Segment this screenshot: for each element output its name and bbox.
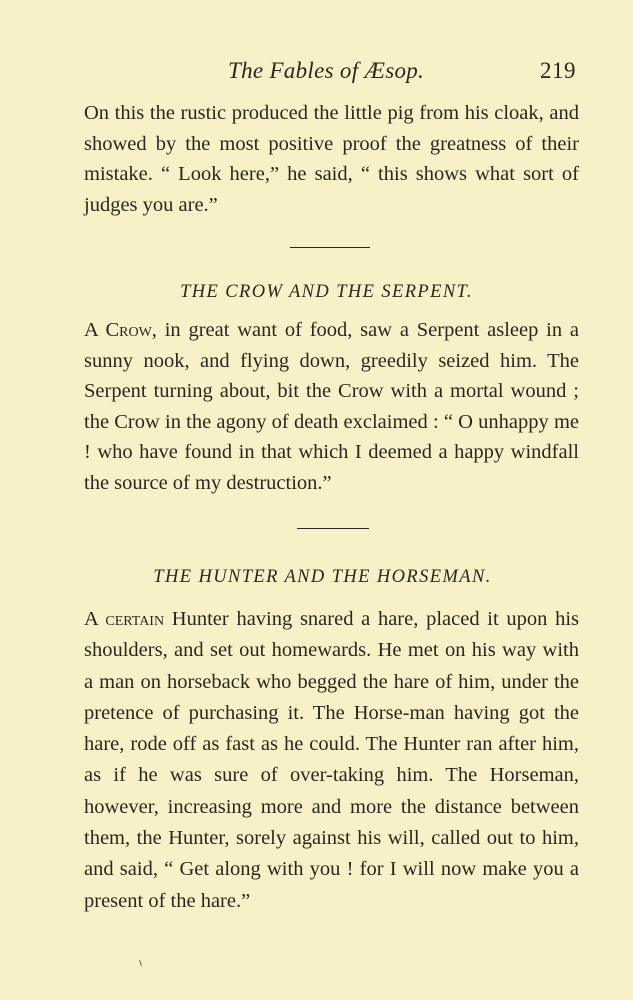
story-text: Hunter having snared a hare, placed it upon his shoulders, and set out homewards. He met on his way with a man on horseback who begged the hare of him, under the pretence of purchasing it. The Horse-man having got the hare, rode off as fast as he could. The Hunter ran after him, as if he was sure of over-taking him. The Horseman, however, increasing more and more the distance between them, the Hunter, sorely against his will, called out to him, and said, “ Get along with you ! for I will now make you a present of the hare.” bbox=[84, 608, 580, 912]
story-text: in great want of food, saw a Serpent asleep in a sunny nook, and flying down, greedily seized him. The Serpent turning about, bit the Crow with a mortal wound ; the Crow in the agony of death exclaimed : “ O unhappy me ! who have found in that which I deemed a happy windfall the source of my destruction.” bbox=[84, 319, 579, 494]
page-number: 219 bbox=[540, 58, 576, 83]
running-header bbox=[0, 58, 633, 92]
section-divider bbox=[297, 528, 369, 529]
intro-paragraph: On this the rustic produced the little pig from his cloak, and showed by the most positive proof the greatness of their mistake. “ Look here,” he said, “ this shows what sort of judges you are.” bbox=[84, 102, 579, 216]
story-hunter-horseman bbox=[84, 604, 579, 917]
intro-paragraph-block bbox=[84, 98, 579, 220]
story-first-word: A Crow, bbox=[84, 319, 157, 341]
section-divider bbox=[290, 247, 370, 248]
story-title-crow-serpent: THE CROW AND THE SERPENT. bbox=[180, 282, 473, 302]
story-first-word: A certain bbox=[84, 608, 165, 630]
story-crow-serpent bbox=[84, 315, 579, 499]
printing-mark bbox=[139, 960, 142, 966]
story-paragraph bbox=[84, 604, 579, 917]
running-title: The Fables of Æsop. bbox=[228, 58, 425, 83]
story-title-hunter-horseman: THE HUNTER AND THE HORSEMAN. bbox=[153, 567, 492, 587]
story-paragraph bbox=[84, 315, 579, 499]
